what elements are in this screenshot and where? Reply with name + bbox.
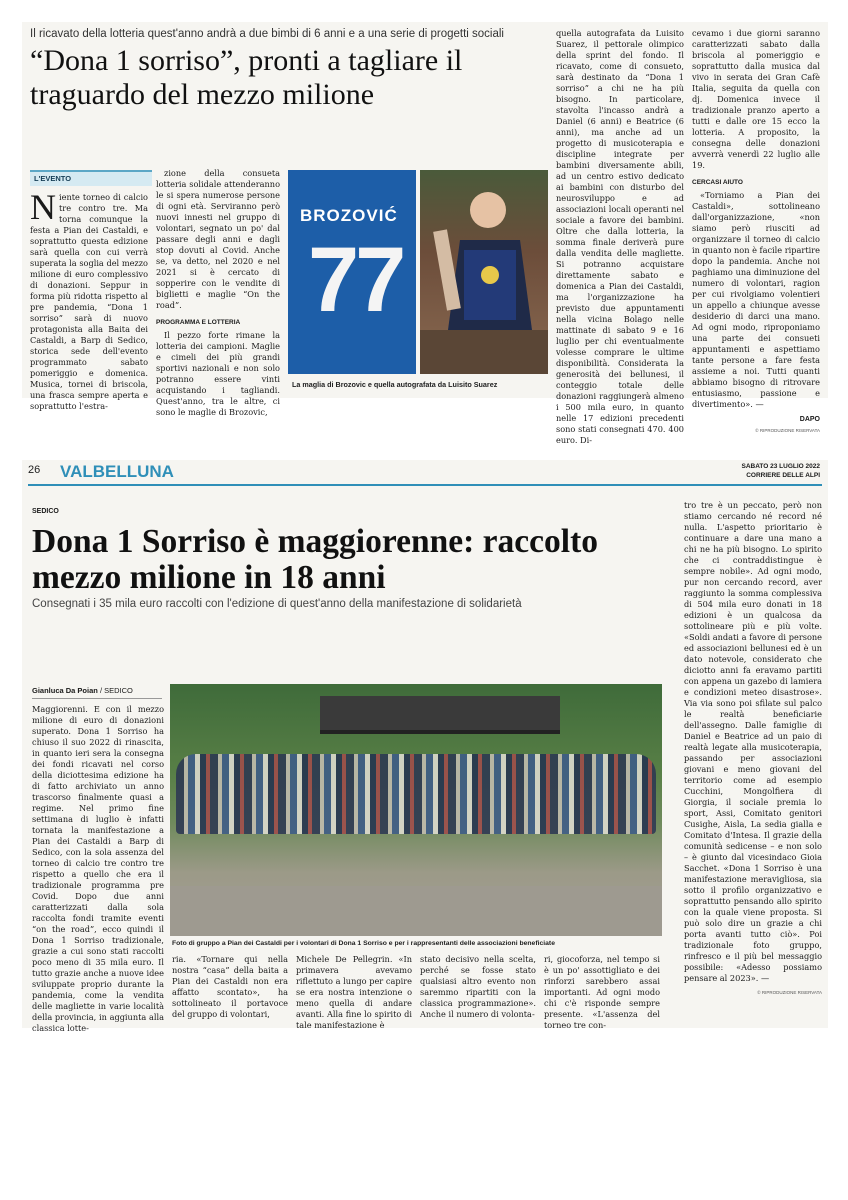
section-tag: L'EVENTO — [30, 170, 152, 186]
column-text: ri, giocoforza, nel tempo si è un po' assottigliato e dei rinforzi sarebbero assai importanti. Ad ogni modo chi c'è risponde sempre presente. «L'assenza del torneo tre con- — [544, 954, 660, 1030]
subheading: PROGRAMMA E LOTTERIA — [156, 319, 241, 326]
gazebo-canopy — [320, 696, 560, 734]
column-text: stato decisivo nella scelta, perché se fosse stato qualsiasi altro evento non saremmo ripartiti con la classica programmazione». Anche il numero di volonta- — [420, 954, 536, 1019]
jersey-number: 77 — [308, 229, 403, 331]
person-figure-icon — [420, 170, 548, 374]
column-text: Michele De Pellegrin. «In primavera avevamo riflettuto a lungo per capire se era nostra intenzione o meno quella di andare avanti. Alla fine lo spirito di tale manifestazione è — [296, 954, 412, 1030]
author-name: Gianluca Da Poian — [32, 686, 98, 695]
article-column-left — [32, 704, 164, 1033]
article-column-b4 — [544, 954, 660, 1030]
photo-caption: La maglia di Brozovic e quella autografata da Luisito Suarez — [292, 380, 498, 389]
autographed-shirt-photo — [420, 170, 548, 374]
dropcap: N — [30, 187, 56, 227]
gravel-ground — [170, 886, 662, 936]
article-column-b2 — [296, 954, 412, 1030]
column-text: ria. «Tornare qui nella nostra “casa” della baita a Pian dei Castaldi non era affatto scontato», ha sottolineato il portavoce del gruppo di volontari, — [172, 954, 288, 1019]
crowd-of-volunteers — [176, 754, 656, 834]
article-column-3 — [556, 28, 684, 445]
article-clipping-top — [22, 22, 828, 445]
jersey-photo — [288, 170, 416, 374]
section-name: VALBELLUNA — [60, 462, 174, 481]
article-column-right — [684, 500, 822, 1016]
column-text: cevamo i due giorni saranno caratterizzati sabato dalla briscola al pomeriggio e soprattutto dalla musica dal vivo in serata dei Gran Cafè Italia, seguita da quella con dj. Domenica invece il tradizionale pranzo aperto a tutti e dalle ore 15 ecco la lotteria. A proposito, la consegna delle donazioni avverrà venerdì 22 luglio alle 19. — [692, 28, 820, 170]
jersey-name: BROZOVIĆ — [300, 206, 398, 225]
copyright-notice: © RIPRODUZIONE RISERVATA — [755, 428, 820, 433]
article-title: “Dona 1 sorriso”, pronti a tagliare il traguardo del mezzo milione — [30, 44, 463, 111]
byline-rule — [32, 698, 162, 699]
page-number: 26 — [28, 464, 41, 476]
article-column-2 — [156, 168, 280, 417]
column-text: Il pezzo forte rimane la lotteria dei campioni. Maglie e cimeli dei più grandi sportivi nazionali e non solo potranno essere vinti acquistando i tagliandi. Quest'anno, tra le altre, ci sono le maglie di Brozovic, — [156, 330, 280, 417]
column-text: Maggiorenni. E con il mezzo milione di euro di donazioni superato. Dona 1 Sorriso ha chiuso il suo 2022 di rinascita, in quanto ieri sera la consegna dei fondi ricavati nel corso della diciottesima edizione ha di fatto archiviato un anno trascorso finalmente quasi a regime. Nel primo fine settimana di luglio è infatti tornata la manifestazione a Pian dei Castaldi a Barp di Sedico, con la sola assenza del torneo di calcio tre contro tre rispetto a quello che era il tradizionale programma pre Covid. Dopo due anni caratterizzati dalla sola raccolta fondi tramite eventi “on the road”, ecco quindi il Dona 1 Sorriso tradizionale, grazie a cui sono stati raccolti poco meno di 35 mila euro. Il tutto grazie anche a nuove idee sviluppate proprio durante la pandemia, come la vendita delle magliette in varie località della provincia, in aggiunta alla classica lotte- — [32, 704, 164, 1033]
byline — [32, 686, 133, 695]
column-text: zione della consueta lotteria solidale attenderanno le si spera numerose persone di ogni età. Serviranno però nuovi innesti nel gruppo di volontari, segnato un po' dal passare degli anni e dagli stop dovuti al Covid. Anche se, va detto, nel 2020 e nel 2021 si è cercato di sopperire con le vendite di biglietti e maglie “On the road”. — [156, 168, 280, 310]
article-column-1 — [30, 187, 148, 411]
article-column-b3 — [420, 954, 536, 1026]
column-text: tro tre è un peccato, però non stiamo cercando né record né nulla. L'aspetto prioritario è continuare a dare una mano a chi ne ha più bisogno. Lo spirito che ci contraddistingue è sempre nobile». Ad ogni modo, pur non cercando record, aver raggiunto la somma complessiva di 504 mila euro donati in 18 edizioni è un qualcosa da sottolineare più e più volte. «Soldi andati a favore di persone ed associazioni bellunesi ed è un dato notevole, considerato che diciotto anni fa eravamo partiti con appena un gazebo di lamiera e condizioni meteo disastrose». Via via sono poi sfilate sul palco le realtà beneficiarie dell'assegno. Dalle famiglie di Daniel e Beatrice ad un paio di realtà legate alla musicoterapia, passando per associazioni giovani e meno giovani del territorio come ad esempio Cucchini, Mongolfiera di Giorgia, il sociale premia lo sport, Assi, Comitato genitori Cusighe, Aisla, La sedia gialla e Comitato d'Intesa. Il grazie della comunità sedicense – e non solo – è giunto dal vicesindaco Gioia Sacchet. «Dona 1 Sorriso è una manifestazione meravigliosa, sia sotto il profilo organizzativo e soprattutto pensando allo spirito con la quale viene proposta. Si può solo dire un grazie a chi porta avanti tutto ciò». Poi tradizionale foto gruppo, rinfresco e il più bel messaggio possibile: «Adesso possiamo pensare al 2023». — — [684, 500, 822, 983]
article-column-4 — [692, 28, 820, 433]
group-photo — [170, 684, 662, 936]
article-column-b1 — [172, 954, 288, 1026]
article-clipping-bottom — [22, 460, 828, 1033]
article-subtitle: Consegnati i 35 mila euro raccolti con l'edizione di quest'anno della manifestazione di solidarietà — [32, 598, 522, 610]
author-signature: DAPO — [799, 416, 820, 423]
issue-date-block — [741, 462, 820, 480]
article-title: Dona 1 Sorriso è maggiorenne: raccolto mezzo milione in 18 anni — [32, 523, 598, 596]
newspaper-name: CORRIERE DELLE ALPI — [746, 472, 820, 479]
location-tag: SEDICO — [32, 508, 59, 515]
article-kicker: Il ricavato della lotteria quest'anno andrà a due bimbi di 6 anni e a una serie di progetti sociali — [30, 28, 504, 40]
copyright-notice: © RIPRODUZIONE RISERVATA — [757, 990, 822, 995]
author-location: / SEDICO — [99, 686, 133, 695]
column-text: «Torniamo a Pian dei Castaldi», sottolineano dall'organizzazione, «non siamo però riusciti ad organizzare il torneo di calcio in quanto non è facile ripartire dopo la pandemia. Anche noi paghiamo una diminuzione del numero di volontari, ragion per cui rivolgiamo volentieri un appello a chiunque avesse desiderio di darci una mano. Ad ogni modo, riproponiamo una parte dei consueti appuntamenti e aspettiamo tante persone a fare festa assieme a noi. Tutti quanti abbiamo bisogno di ritrovare entusiasmo, passione e divertimento». — — [692, 190, 820, 409]
column-text: quella autografata da Luisito Suarez, il pettorale olimpico della sprint del fondo. Il ricavato, come di consueto, sarà destinato da “Dona 1 sorriso” a chi ne ha più bisogno. In particolare, stavolta l'incasso andrà a Daniel (6 anni) e Beatrice (6 anni), ma anche ad un progetto di musicoterapia e discipline integrate per bambini diversamente abili, ad un centro estivo dedicato ai bambini con disturbo del neurosviluppo e ad associazioni locali operanti nel sociale a favore dei bambini. Oltre che dalla lotteria, la somma finale deriverà pure dalla vendita delle magliette. Si potranno acquistare direttamente sabato e domenica a Pian dei Castaldi, ma l'organizzazione ha previsto due appuntamenti nella vicina Bolago nelle mattinate di sabato 9 e 16 luglio per chi eventualmente volesse comprare le ultime disponibilità. Considerata la generosità dei bellunesi, il conteggio totale delle donazioni raggiungerà almeno i 500 mila euro, in quanto nelle 17 edizioni precedenti sono stati consegnati 470. 400 euro. Di- — [556, 28, 684, 445]
section-rule — [28, 484, 822, 486]
issue-date: SABATO 23 LUGLIO 2022 — [741, 463, 820, 470]
column-text: iente torneo di calcio tre contro tre. Ma torna comunque la festa a Pian dei Castaldi, e soprattutto questa edizione sarà quella con cui verrà superata la soglia del mezzo milione di euro complessivo di donazioni. Seppur in forma più ridotta rispetto al pre pandemia, “Dona 1 sorriso” sarà di nuovo protagonista alla Baita dei Castaldi, a Barp di Sedico, storica sede dell'evento programmato sabato pomeriggio e domenica. Musica, tornei di briscola, una frasca sempre aperta e soprattutto l'estra- — [30, 192, 148, 411]
photo-caption: Foto di gruppo a Pian dei Castaldi per i volontari di Dona 1 Sorriso e per i rappresentanti delle associazioni beneficiate — [172, 940, 555, 947]
subheading: CERCASI AIUTO — [692, 179, 743, 186]
